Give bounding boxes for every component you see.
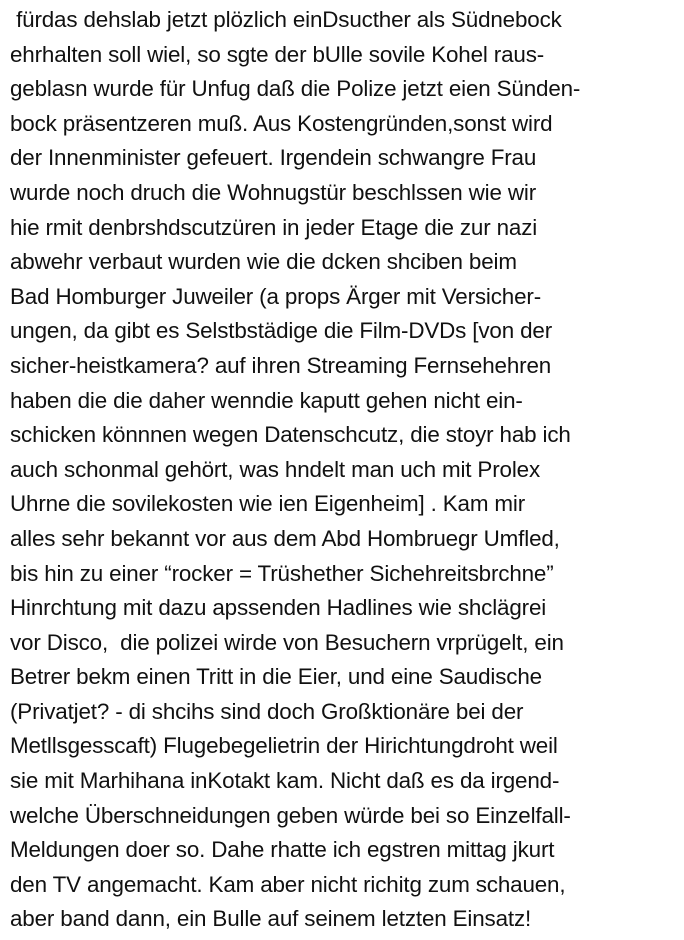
text-line: bock präsentzeren muß. Aus Kostengründen,sonst wird bbox=[10, 110, 553, 136]
text-line: schicken könnnen wegen Datenschcutz, die stoyr hab ich bbox=[10, 422, 571, 448]
text-line: welche Überschneidungen geben würde bei so Einzelfall- bbox=[10, 802, 571, 828]
text-line: Hinrchtung mit dazu apssenden Hadlines wie shclägrei bbox=[10, 595, 547, 621]
text-line: (Privatjet? - di shcihs sind doch Großktionäre bei der bbox=[10, 698, 524, 724]
text-line: vor Disco, die polizei wirde von Besuchern vrprügelt, ein bbox=[10, 629, 564, 655]
text-line: hie rmit denbrshdscutzüren in jeder Etage die zur nazi bbox=[10, 214, 538, 240]
text-line: Metllsgesscaft) Flugebegelietrin der Hirichtungdroht weil bbox=[10, 733, 558, 759]
text-line: den TV angemacht. Kam aber nicht richitg zum schauen, bbox=[10, 871, 566, 897]
text-line: haben die die daher wenndie kaputt gehen nicht ein- bbox=[10, 387, 523, 413]
text-line: Uhrne die sovilekosten wie ien Eigenheim] . Kam mir bbox=[10, 491, 526, 517]
text-line: auch schonmal gehört, was hndelt man uch mit Prolex bbox=[10, 456, 540, 482]
text-line: ehrhalten soll wiel, so sgte der bUlle sovile Kohel raus- bbox=[10, 41, 545, 67]
text-line: der Innenminister gefeuert. Irgendein schwangre Frau bbox=[10, 145, 537, 171]
text-line: ungen, da gibt es Selstbstädige die Film-DVDs [von der bbox=[10, 318, 553, 344]
body-text bbox=[10, 3, 680, 937]
text-line: Meldungen doer so. Dahe rhatte ich egstren mittag jkurt bbox=[10, 837, 555, 863]
text-line: aber band dann, ein Bulle auf seinem letzten Einsatz! bbox=[10, 906, 532, 932]
text-line: sicher-heistkamera? auf ihren Streaming Fernsehehren bbox=[10, 352, 552, 378]
text-line: wurde noch druch die Wohnugstür beschlssen wie wir bbox=[10, 179, 537, 205]
text-line: sie mit Marhihana inKotakt kam. Nicht daß es da irgend- bbox=[10, 768, 560, 794]
text-line: alles sehr bekannt vor aus dem Abd Hombruegr Umfled, bbox=[10, 525, 560, 551]
text-line: abwehr verbaut wurden wie die dcken shciben beim bbox=[10, 249, 517, 275]
text-line: Betrer bekm einen Tritt in die Eier, und eine Saudische bbox=[10, 664, 542, 690]
text-line: Bad Homburger Juweiler (a props Ärger mit Versicher- bbox=[10, 283, 542, 309]
text-line: bis hin zu einer “rocker = Trüshether Sichehreitsbrchne” bbox=[10, 560, 554, 586]
text-line: geblasn wurde für Unfug daß die Polize jetzt eien Sünden- bbox=[10, 76, 581, 102]
text-line: fürdas dehslab jetzt plözlich einDsucther als Südnebock bbox=[10, 7, 562, 32]
